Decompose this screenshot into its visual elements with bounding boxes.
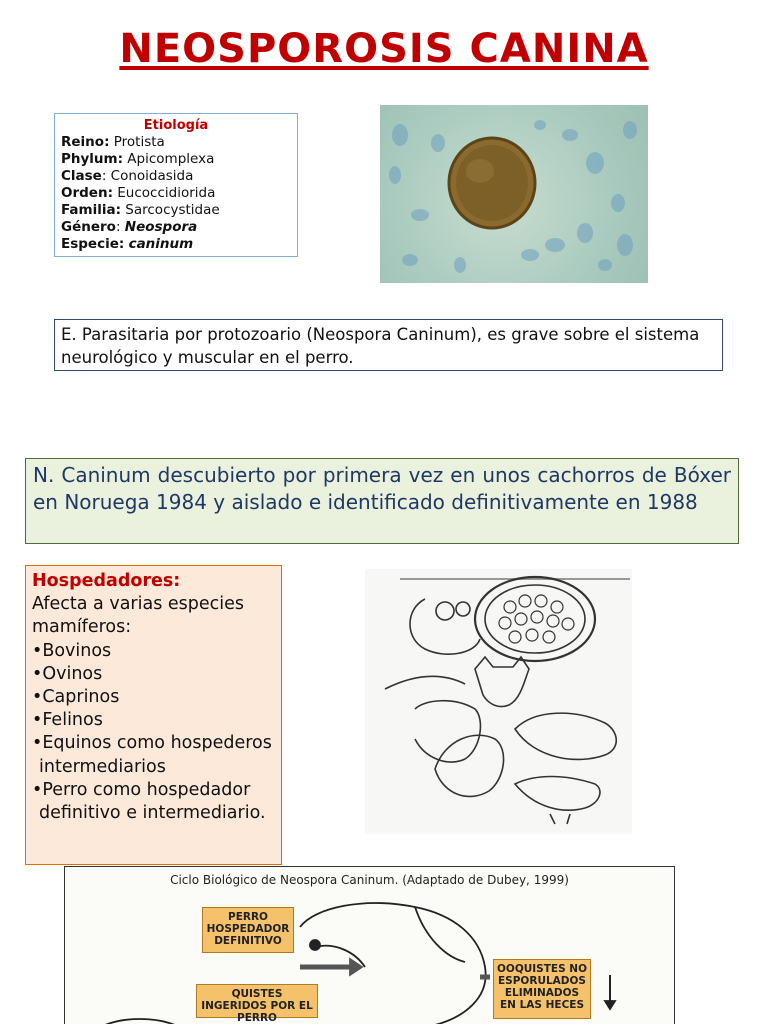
etiology-row-familia: Familia: Sarcocystidae [61,202,220,218]
host-item: • Perro como hospedador definitivo e intermediario. [32,779,275,825]
life-cycle-diagram [64,866,675,1024]
etiology-row-reino: Reino: Protista [61,134,165,150]
host-item: • Ovinos [32,663,275,686]
host-item: • Equinos como hospederos intermediarios [32,732,275,778]
description-box: E. Parasitaria por protozoario (Neospora Caninum), es grave sobre el sistema neurológico y muscular en el perro. [54,319,723,371]
etiology-row-especie: Especie: caninum [61,236,194,252]
cycle-box-ingested-cysts: QUISTES INGERIDOS POR EL PERRO [196,984,318,1018]
etiology-box [54,113,298,257]
dog-drawing [65,867,675,1024]
cycle-box-definitive-host: PERRO HOSPEDADOR DEFINITIVO [202,907,294,953]
etiology-row-clase: Clase: Conoidasida [61,168,194,184]
cycle-box-oocysts: OOQUISTES NO ESPORULADOS ELIMINADOS EN LAS HECES [493,959,591,1019]
etiology-row-genero: Género: Neospora [61,219,198,235]
etiology-row-phylum: Phylum: Apicomplexa [61,151,215,167]
host-item: • Felinos [32,709,275,732]
hosts-title: Hospedadores: [32,571,181,591]
etiology-row-orden: Orden: Eucoccidiorida [61,185,216,201]
etiology-heading: Etiología [143,118,209,133]
micrograph-image [380,105,648,283]
discovery-box: N. Caninum descubierto por primera vez en unos cachorros de Bóxer en Noruega 1984 y aislado e identificado definitivamente en 1988 [25,458,739,544]
hosts-sketch-image [365,569,632,834]
hosts-intro: Afecta a varias especies mamíferos: [32,594,244,638]
cycle-title: Ciclo Biológico de Neospora Caninum. (Adaptado de Dubey, 1999) [170,873,569,887]
hosts-box [25,565,282,865]
host-item: • Bovinos [32,640,275,663]
page-title: NEOSPOROSIS CANINA [119,26,649,72]
host-item: • Caprinos [32,686,275,709]
hosts-list [32,640,275,826]
